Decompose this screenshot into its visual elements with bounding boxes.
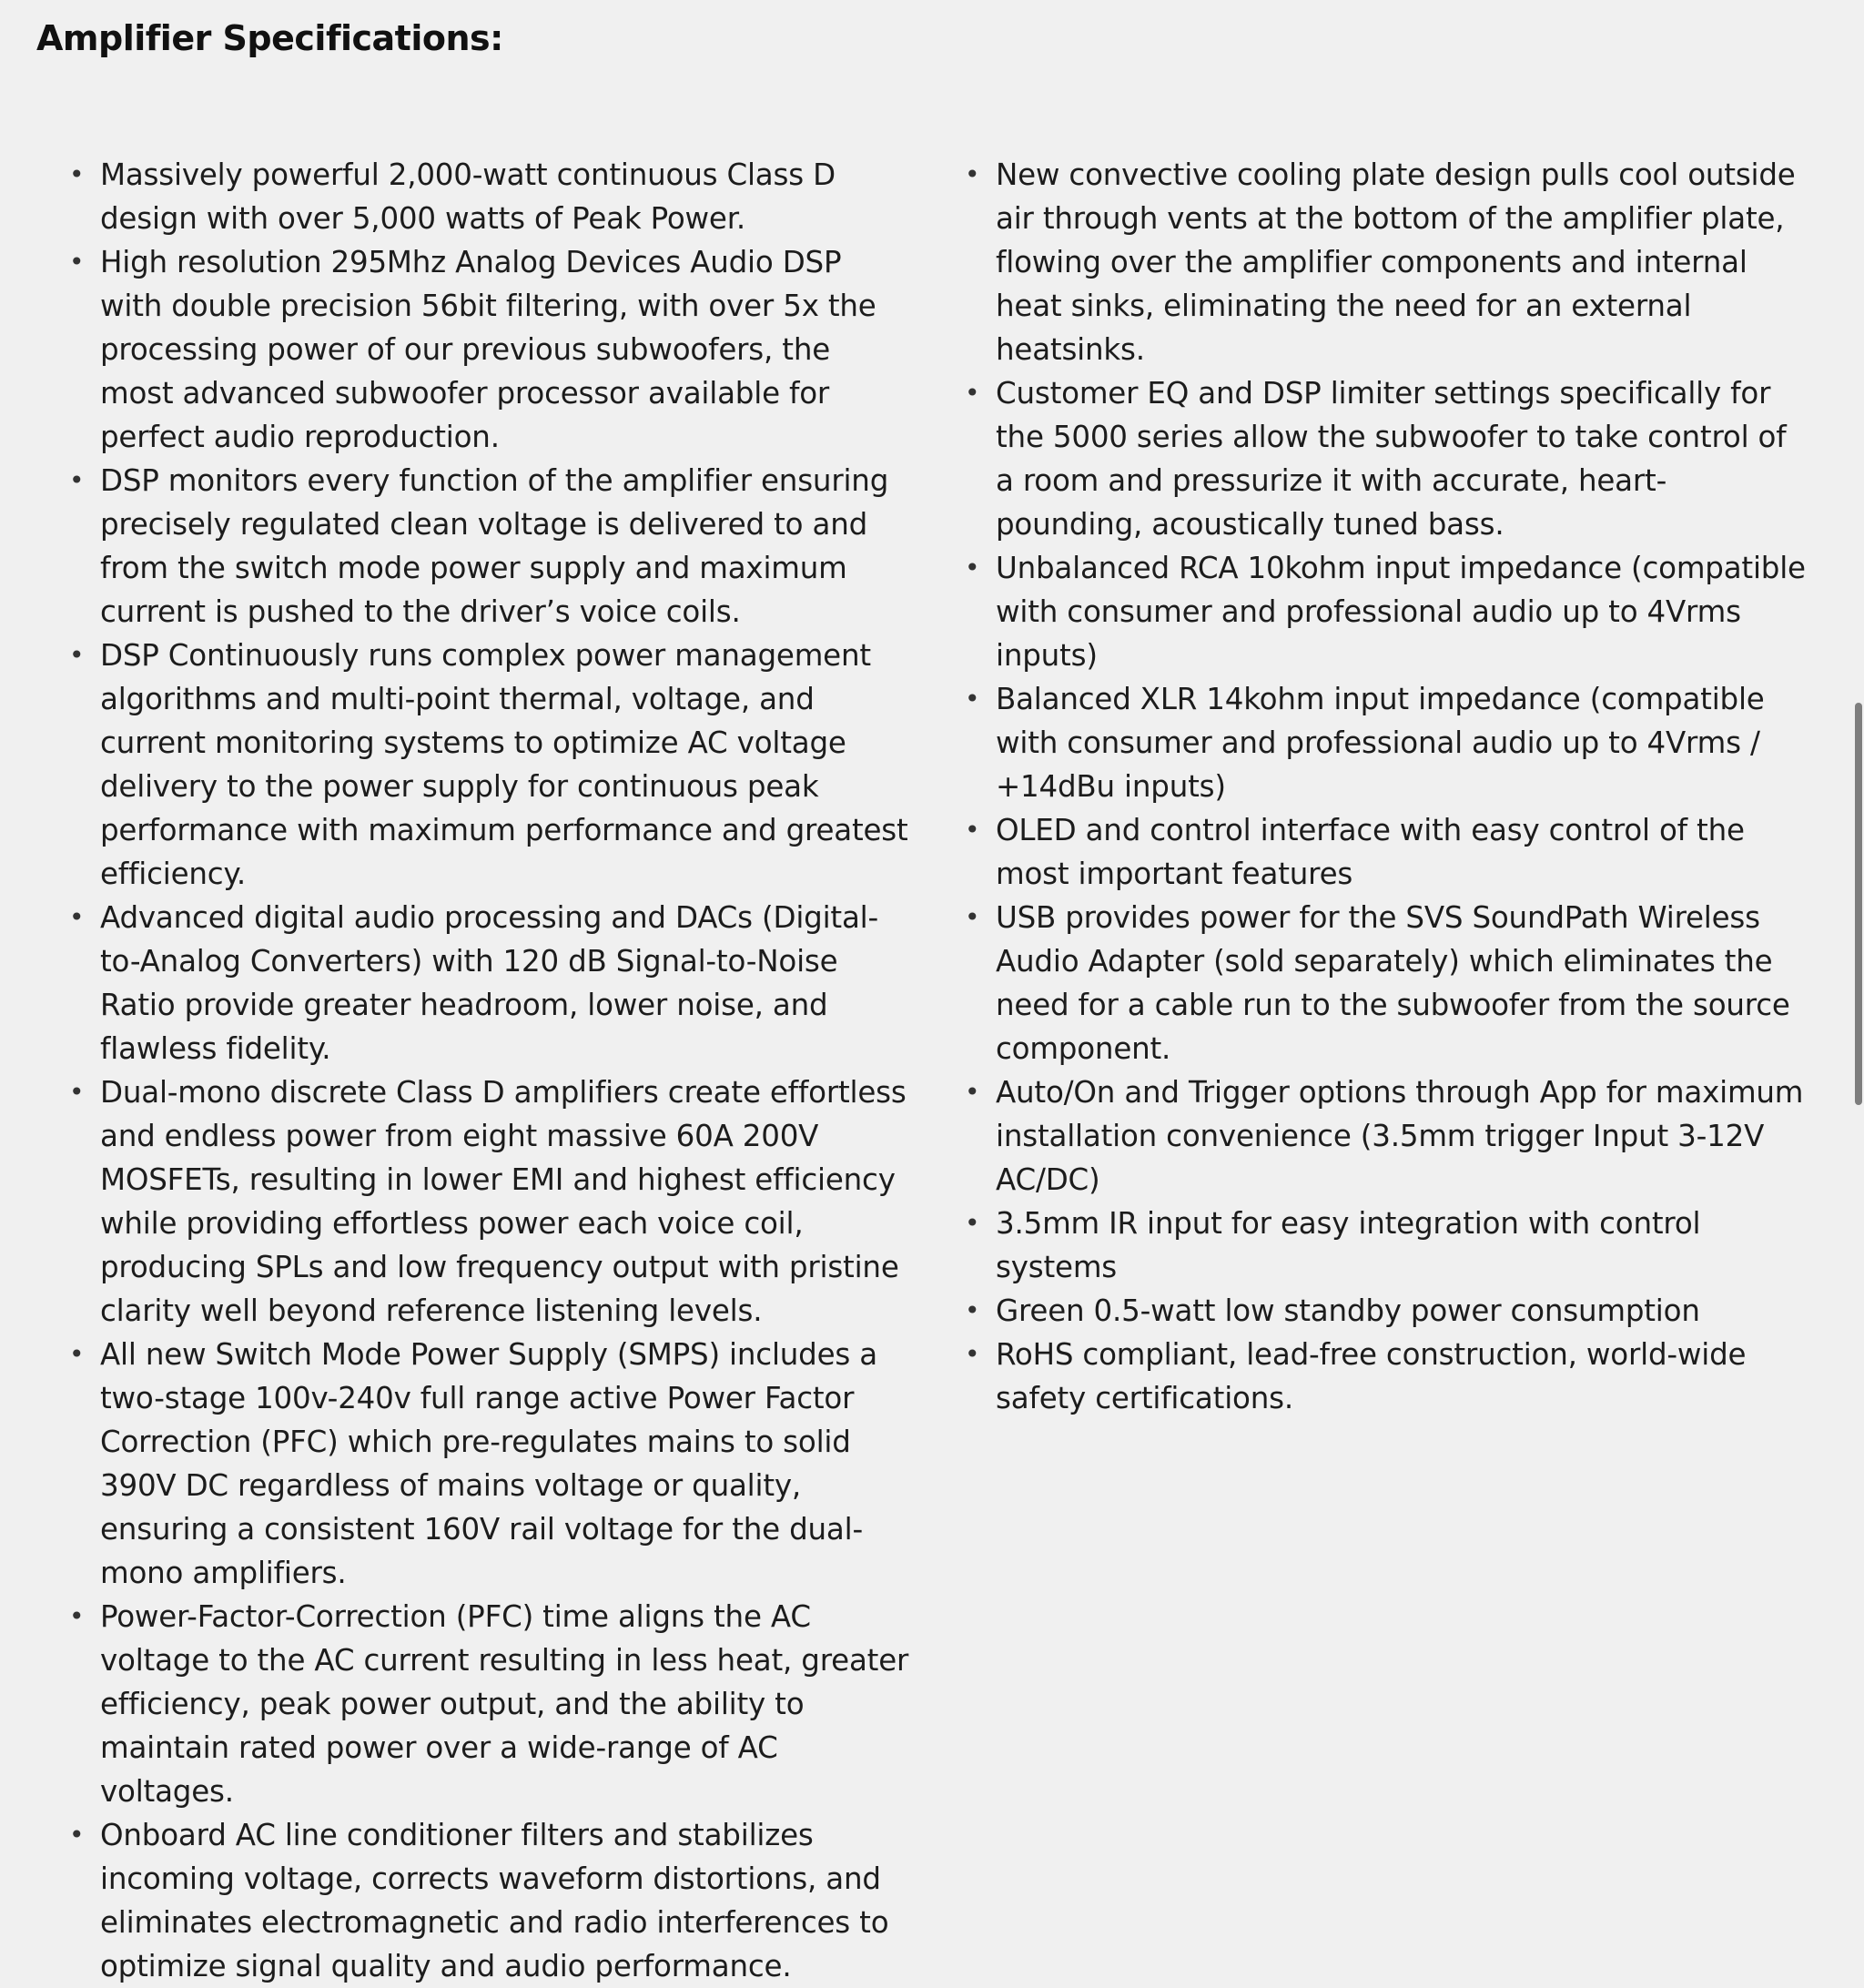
bullet-icon: • (69, 640, 85, 670)
spec-list-item (961, 546, 1808, 677)
bullet-icon: • (965, 1295, 980, 1325)
spec-text: High resolution 295Mhz Analog Devices Audio DSP with double precision 56bit filtering, with over 5x the processing power of our previous subwoofers, the most advanced subwoofer processor available for perfect audio reproduction. (100, 245, 876, 454)
spec-list-right (961, 153, 1808, 1420)
spec-text: OLED and control interface with easy control of the most important features (996, 813, 1745, 891)
spec-text: Unbalanced RCA 10kohm input impedance (compatible with consumer and professional audio up to 4Vrms inputs) (996, 551, 1806, 673)
spec-list-item (66, 896, 912, 1070)
bullet-icon: • (965, 815, 980, 845)
bullet-icon: • (965, 902, 980, 932)
spec-text: RoHS compliant, lead-free construction, world-wide safety certifications. (996, 1337, 1747, 1415)
spec-list-item (961, 1202, 1808, 1289)
spec-text: Power-Factor-Correction (PFC) time aligns the AC voltage to the AC current resulting in less heat, greater efficiency, peak power output, and the ability to maintain rated power over a wide-range of AC voltages. (100, 1599, 909, 1809)
spec-text: Green 0.5-watt low standby power consumption (996, 1293, 1700, 1328)
spec-text: 3.5mm IR input for easy integration with control systems (996, 1206, 1701, 1284)
spec-text: DSP Continuously runs complex power management algorithms and multi-point thermal, voltage, and current monitoring systems to optimize AC voltage delivery to the power supply for continuous peak performance with maximum performance and greatest efficiency. (100, 638, 908, 891)
bullet-icon: • (69, 902, 85, 932)
spec-text: Onboard AC line conditioner filters and stabilizes incoming voltage, corrects waveform distortions, and eliminates electromagnetic and radio interferences to optimize signal quality and audio performance. (100, 1818, 889, 1983)
scrollbar-thumb[interactable] (1855, 703, 1862, 1105)
spec-text: Balanced XLR 14kohm input impedance (compatible with consumer and professional audio up to 4Vrms / +14dBu inputs) (996, 682, 1765, 804)
spec-text: Auto/On and Trigger options through App for maximum installation convenience (3.5mm trigger Input 3-12V AC/DC) (996, 1075, 1804, 1197)
spec-text: Dual-mono discrete Class D amplifiers create effortless and endless power from eight massive 60A 200V MOSFETs, resulting in lower EMI and highest efficiency while providing effortless power each voice coil, producing SPLs and low frequency output with pristine clarity well beyond reference listening levels. (100, 1075, 907, 1328)
bullet-icon: • (965, 684, 980, 714)
bullet-icon: • (69, 1820, 85, 1850)
spec-list-item (961, 371, 1808, 546)
bullet-icon: • (69, 1339, 85, 1369)
spec-text: New convective cooling plate design pulls cool outside air through vents at the bottom of the amplifier plate, flowing over the amplifier components and internal heat sinks, eliminating the need for an external heatsinks. (996, 157, 1796, 367)
bullet-icon: • (965, 1208, 980, 1238)
spec-list-item (961, 677, 1808, 808)
spec-list-item (961, 153, 1808, 371)
spec-text: Advanced digital audio processing and DACs (Digital-to-Analog Converters) with 120 dB Signal-to-Noise Ratio provide greater headroom, lower noise, and flawless fidelity. (100, 900, 879, 1066)
bullet-icon: • (965, 1339, 980, 1369)
spec-list-item (66, 1333, 912, 1595)
spec-list-item (961, 808, 1808, 896)
vertical-scrollbar[interactable] (1846, 0, 1864, 1901)
page-title: Amplifier Specifications: (36, 18, 503, 58)
bullet-icon: • (69, 465, 85, 495)
spec-list-item (66, 634, 912, 896)
spec-list-item (961, 1333, 1808, 1420)
spec-list-item (961, 896, 1808, 1070)
bullet-icon: • (69, 247, 85, 277)
spec-list-item (961, 1289, 1808, 1333)
spec-list-item (66, 153, 912, 240)
spec-list-item (66, 240, 912, 459)
bullet-icon: • (69, 159, 85, 189)
spec-list-item (66, 1595, 912, 1813)
spec-text: Customer EQ and DSP limiter settings specifically for the 5000 series allow the subwoofer to take control of a room and pressurize it with accurate, heart-pounding, acoustically tuned bass. (996, 376, 1787, 542)
bullet-icon: • (965, 553, 980, 583)
spec-text: USB provides power for the SVS SoundPath Wireless Audio Adapter (sold separately) which eliminates the need for a cable run to the subwoofer from the source component. (996, 900, 1790, 1066)
bullet-icon: • (965, 378, 980, 408)
spec-list-item (66, 1813, 912, 1988)
spec-list-item (66, 459, 912, 634)
spec-text: All new Switch Mode Power Supply (SMPS) includes a two-stage 100v-240v full range active Power Factor Correction (PFC) which pre-regulates mains to solid 390V DC regardless of mains voltage or quality, ensuring a consistent 160V rail voltage for the dual-mono amplifiers. (100, 1337, 877, 1590)
spec-text: DSP monitors every function of the amplifier ensuring precisely regulated clean voltage is delivered to and from the switch mode power supply and maximum current is pushed to the driver’s voice coils. (100, 463, 889, 629)
spec-list-item (66, 1070, 912, 1333)
bullet-icon: • (69, 1601, 85, 1631)
bullet-icon: • (69, 1077, 85, 1107)
spec-list-item (961, 1070, 1808, 1202)
bullet-icon: • (965, 1077, 980, 1107)
bullet-icon: • (965, 159, 980, 189)
spec-text: Massively powerful 2,000-watt continuous Class D design with over 5,000 watts of Peak Power. (100, 157, 836, 236)
spec-list-left (66, 153, 912, 1988)
